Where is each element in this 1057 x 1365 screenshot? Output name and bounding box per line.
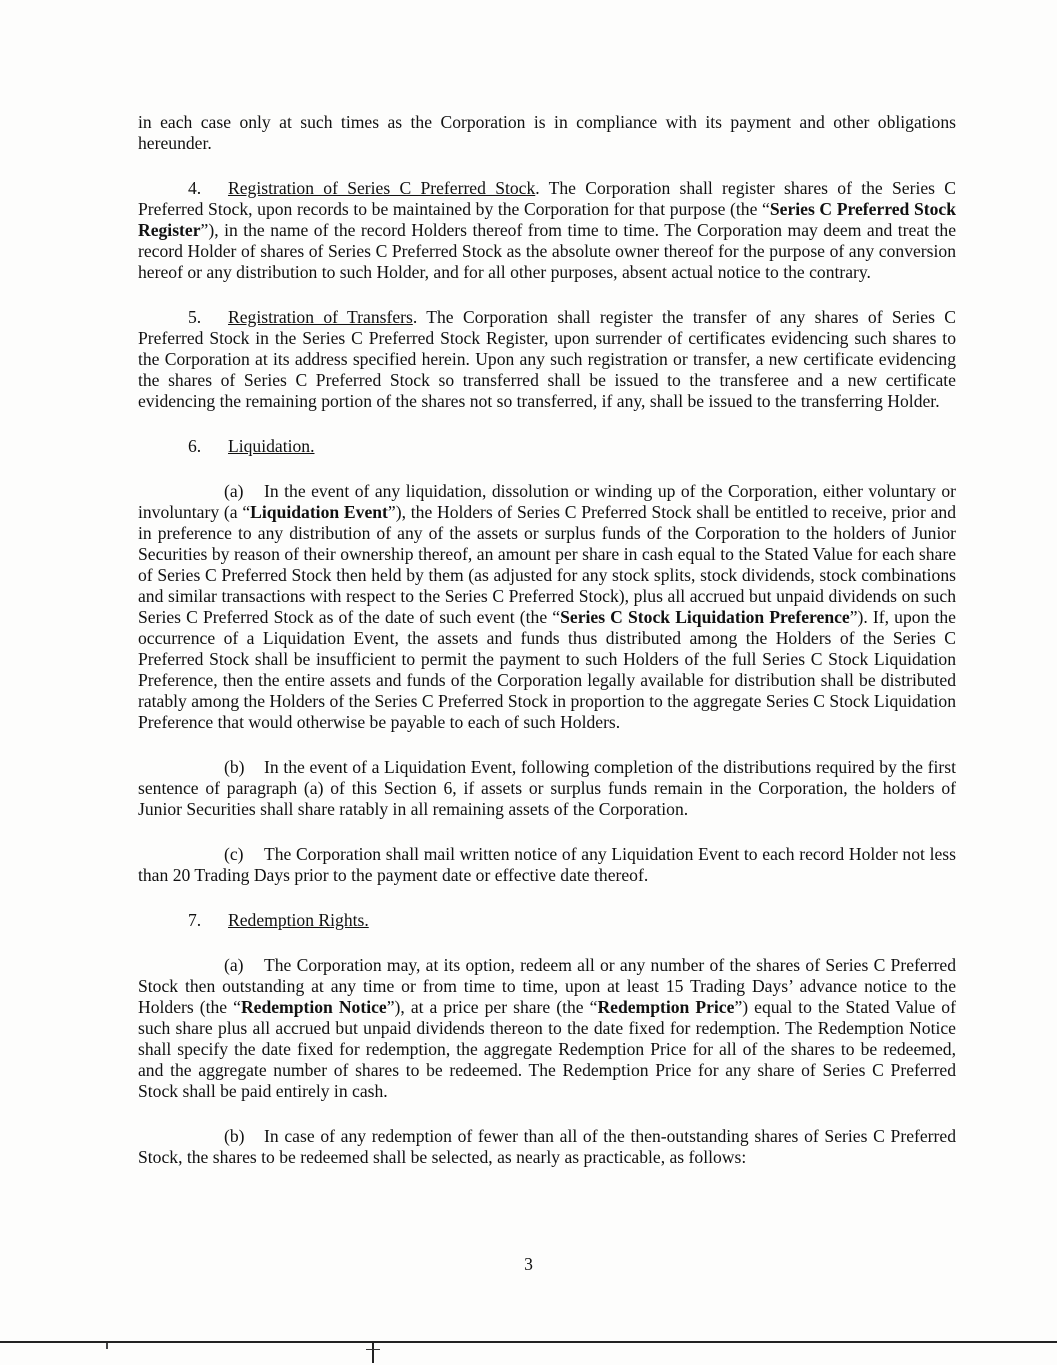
section-7a-text-2: ”), at a price per share (the “: [386, 997, 598, 1017]
continuation-text: in each case only at such times as the Corporation is in compliance with its payment and other obligations hereunder.: [138, 112, 956, 153]
section-7b-paragraph: [138, 1126, 956, 1168]
section-6a-text-1: In the event of any liquidation, dissolution or winding up of the Corporation, either voluntary or involuntary (a “: [138, 481, 956, 522]
section-5-text: . The Corporation shall register the transfer of any shares of Series C Preferred Stock in the Series C Preferred Stock Register, upon surrender of certificates evidencing such shares to the Corporation at its address specified herein. Upon any such registration or transfer, a new certificate evidencing the shares of Series C Preferred Stock so transferred shall be issued to the transferee and a new certificate evidencing the remaining portion of the shares not so transferred, if any, shall be issued to the transferring Holder.: [138, 307, 957, 411]
section-6b-text: In the event of a Liquidation Event, following completion of the distributions required by the first sentence of paragraph (a) of this Section 6, if assets or surplus funds remain in the Corporation, the holders of Junior Securities shall share ratably in all remaining assets of the Corporation.: [138, 757, 956, 819]
document-body: [138, 112, 956, 1192]
footer-rule: [0, 1341, 1057, 1343]
continuation-paragraph: [138, 112, 956, 154]
section-6c-label: (c): [224, 844, 244, 864]
section-7-heading: [138, 910, 956, 931]
section-6a-defined-term-2: Series C Stock Liquidation Preference: [560, 607, 850, 627]
section-7-title: Redemption Rights.: [228, 910, 369, 930]
section-7a-label: (a): [224, 955, 244, 975]
section-6a-paragraph: [138, 481, 956, 733]
section-7a-defined-term-1: Redemption Notice: [240, 997, 387, 1017]
section-4-defined-term: Series C Preferred Stock Register: [138, 199, 956, 240]
section-6a-label: (a): [224, 481, 244, 501]
section-7a-defined-term-2: Redemption Price: [597, 997, 735, 1017]
section-6-number: 6.: [188, 436, 202, 456]
section-6b-label: (b): [224, 757, 245, 777]
section-7a-text-1: The Corporation may, at its option, redeem all or any number of the shares of Series C Preferred Stock then outstanding at any time or from time to time, upon at least 15 Trading Days’ advance notice to the Holders (the “: [138, 955, 956, 1017]
footer-tick-center: [372, 1343, 374, 1363]
section-7a-paragraph: [138, 955, 956, 1102]
section-6-title: Liquidation.: [228, 436, 315, 456]
section-7b-label: (b): [224, 1126, 245, 1146]
section-5-paragraph: [138, 307, 956, 412]
section-4-text-2: ”), in the name of the record Holders thereof from time to time. The Corporation may deem and treat the record Holder of shares of Series C Preferred Stock as the absolute owner thereof for the purpose of any conversion hereof or any distribution to such Holder, and for all other purposes, absent actual notice to the contrary.: [138, 220, 956, 282]
section-4-number: 4.: [188, 178, 202, 198]
footer-tick-cap: [366, 1349, 380, 1350]
section-6-heading: [138, 436, 956, 457]
page-number: 3: [524, 1254, 533, 1274]
section-6b-paragraph: [138, 757, 956, 820]
section-7b-text: In case of any redemption of fewer than all of the then-outstanding shares of Series C Preferred Stock, the shares to be redeemed shall be selected, as nearly as practicable, as follows:: [138, 1126, 956, 1167]
section-6c-text: The Corporation shall mail written notice of any Liquidation Event to each record Holder not less than 20 Trading Days prior to the payment date or effective date thereof.: [138, 844, 956, 885]
footer-tick-left: [106, 1343, 108, 1349]
section-6a-text-2: ”), the Holders of Series C Preferred Stock shall be entitled to receive, prior and in preference to any distribution of any of the assets or surplus funds of the Corporation to the holders of Junior Securities by reason of their ownership thereof, an amount per share in cash equal to the Stated Value for each share of Series C Preferred Stock then held by them (as adjusted for any stock splits, stock dividends, stock combinations and similar transactions with respect to the Series C Preferred Stock), plus all accrued but unpaid dividends on such Series C Preferred Stock as of the date of such event (the “: [138, 502, 957, 627]
section-7-number: 7.: [188, 910, 202, 930]
section-5-title: Registration of Transfers: [228, 307, 413, 327]
section-5-number: 5.: [188, 307, 202, 327]
section-6a-defined-term-1: Liquidation Event: [250, 502, 388, 522]
section-4-title: Registration of Series C Preferred Stock: [228, 178, 536, 198]
section-4-text-1: . The Corporation shall register shares of the Series C Preferred Stock, upon records to be maintained by the Corporation for that purpose (the “: [138, 178, 956, 219]
section-6c-paragraph: [138, 844, 956, 886]
section-4-paragraph: [138, 178, 956, 283]
section-6a-text-3: ”). If, upon the occurrence of a Liquidation Event, the assets and funds thus distributed among the Holders of the Series C Preferred Stock shall be insufficient to permit the payment to such Holders of the full Series C Stock Liquidation Preference, then the entire assets and funds of the Corporation legally available for distribution shall be distributed ratably among the Holders of the Series C Preferred Stock in proportion to the aggregate Series C Stock Liquidation Preference that would otherwise be payable to each of such Holders.: [138, 607, 956, 732]
section-7a-text-3: ”) equal to the Stated Value of such share plus all accrued but unpaid dividends thereon to the date fixed for redemption. The Redemption Notice shall specify the date fixed for redemption, the aggregate Redemption Price for all of the shares to be redeemed, and the aggregate number of shares to be redeemed. The Redemption Price for any share of Series C Preferred Stock shall be paid entirely in cash.: [138, 997, 956, 1101]
